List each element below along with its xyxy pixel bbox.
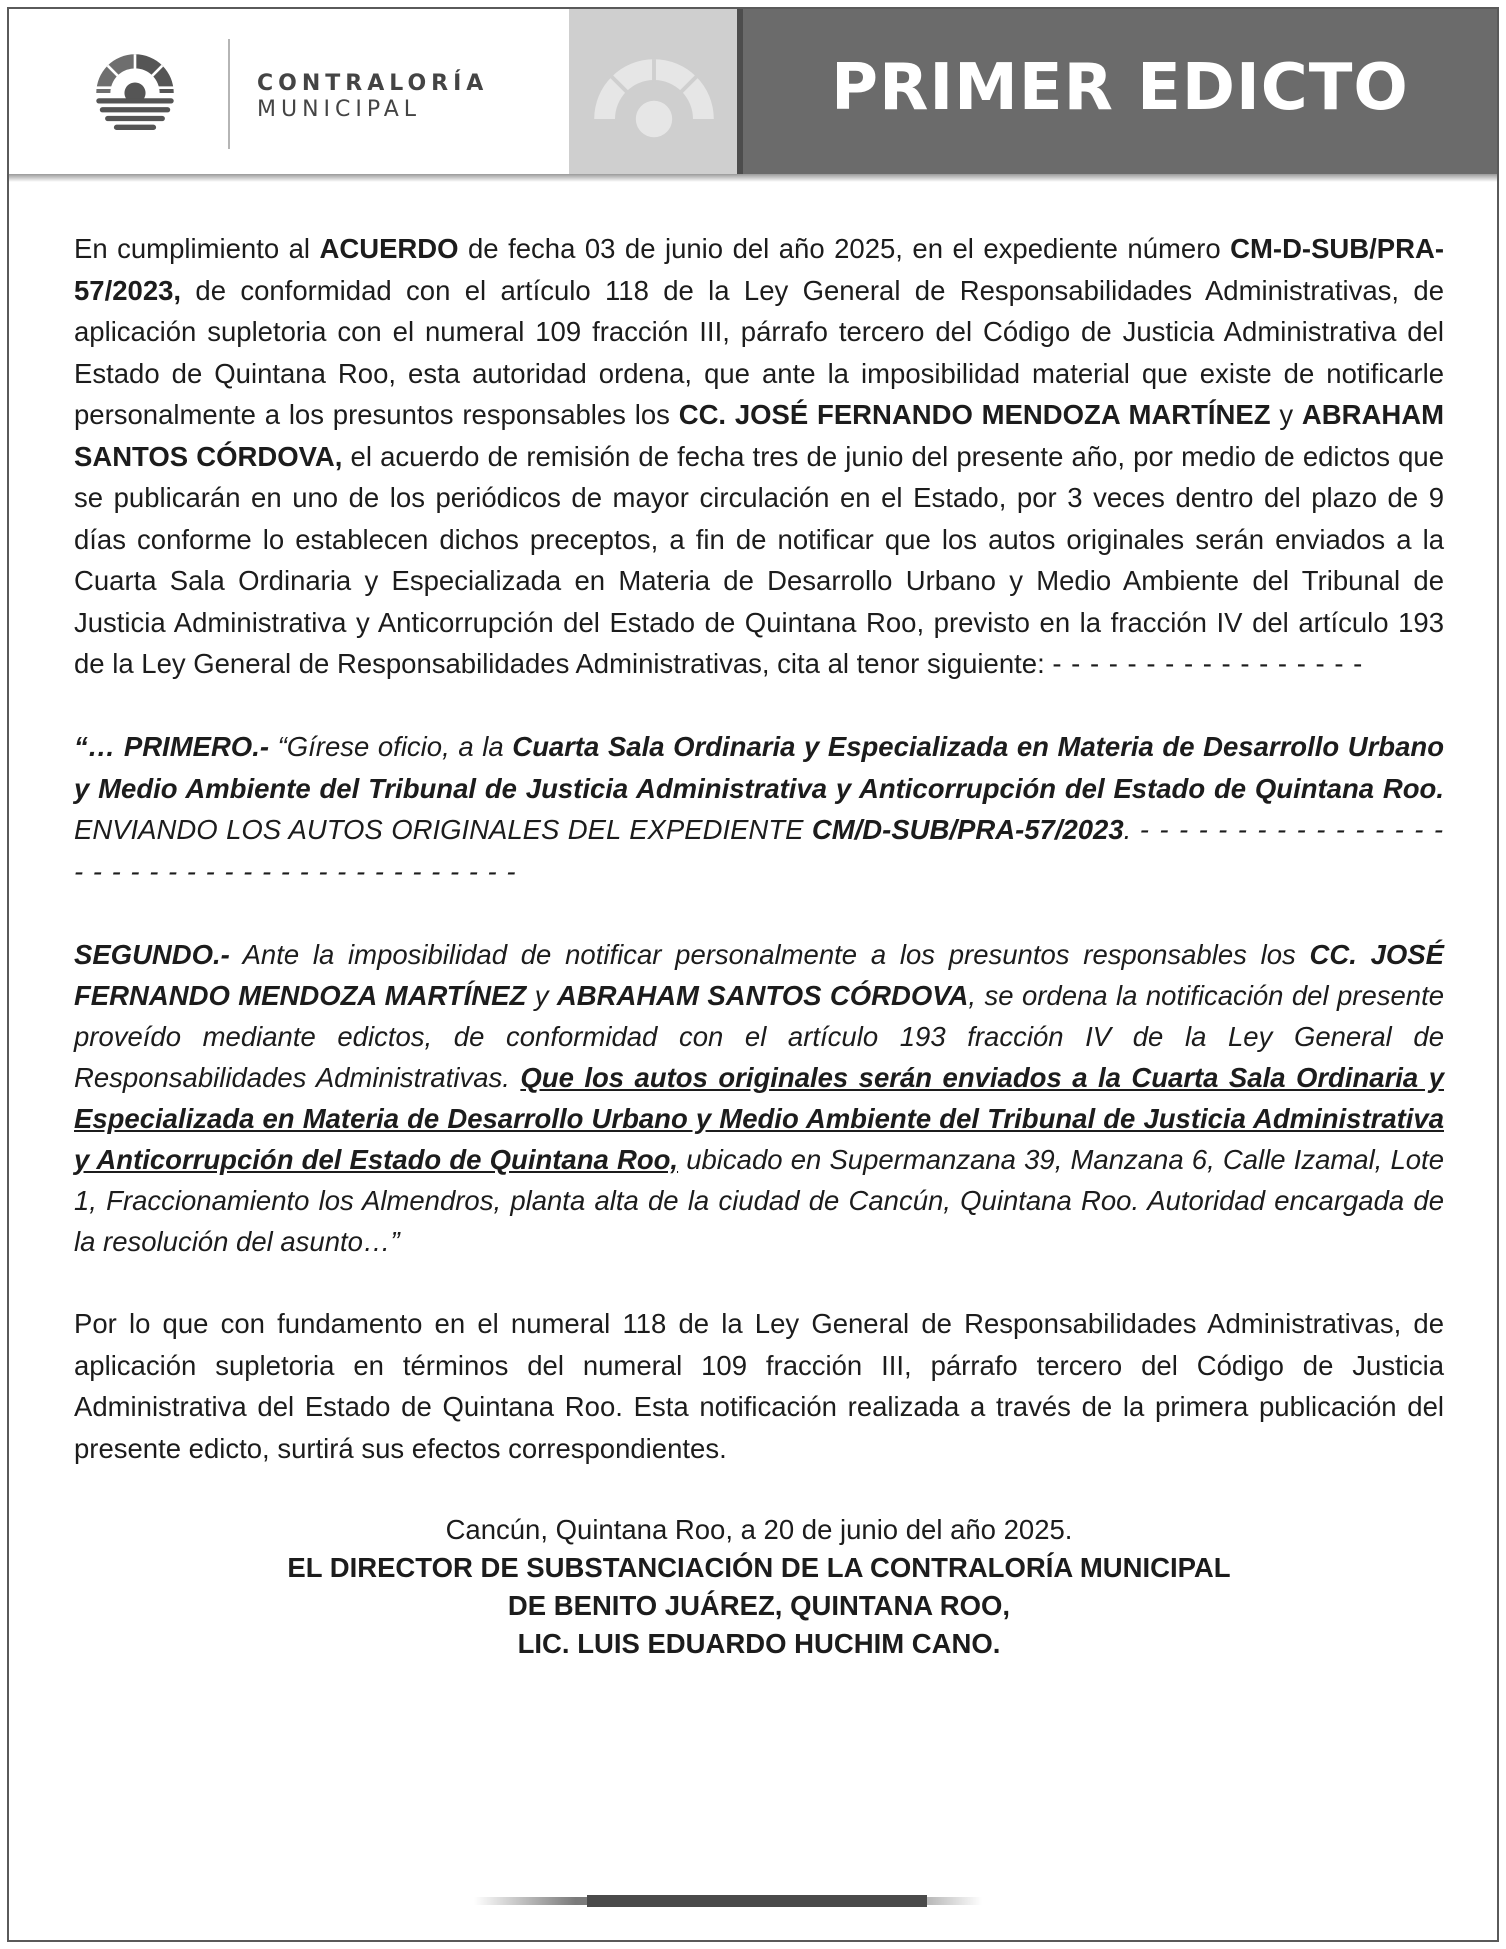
- paragraph-segundo: [74, 934, 1444, 1262]
- text-run: .: [1123, 814, 1140, 845]
- logo-area: [9, 9, 569, 174]
- person-name: ABRAHAM SANTOS CÓRDOVA,: [74, 399, 1444, 472]
- logo-text: [257, 71, 488, 123]
- text-run: el acuerdo de remisión de fecha tres de junio del presente año, por medio de edictos que se publicarán en uno de los periódicos de mayor circulación en el Estado, por 3 veces dentro del plazo de 9 días conforme lo establecen dichos preceptos, a fin de notificar que los autos originales serán enviados a la Cuarta Sala Ordinaria y Especializada en Materia de Desarrollo Urbano y Medio Ambiente del Tribunal de Justicia Administrativa y Anticorrupción del Estado de Quintana Roo, previsto en la fracción IV del artículo 193 de la Ley General de Responsabilidades Administrativas, cita al tenor siguiente:: [74, 440, 1444, 679]
- text-run: “Gírese oficio, a la: [269, 731, 513, 762]
- text-run: , se ordena la notificación del presente proveído mediante edictos, de conformidad con el artículo 193 fracción IV de la Ley General de Responsabilidades Administrativas.: [74, 979, 1445, 1093]
- stylized-sun-waves-icon: [91, 49, 179, 137]
- watermark-sun-icon: [589, 54, 719, 174]
- place-date: Cancún, Quintana Roo, a 20 de junio del año 2025.: [445, 1513, 1073, 1545]
- watermark-band: [569, 9, 737, 174]
- dash-filler: - - - - - - - - - - - - - - - - -: [1052, 648, 1364, 679]
- logo-line-municipal: MUNICIPAL: [257, 97, 422, 122]
- text-run: ENVIANDO LOS AUTOS ORIGINALES DEL EXPEDIENTE: [74, 814, 812, 845]
- paragraph-fundamento: Por lo que con fundamento en el numeral 118 de la Ley General de Responsabilidades Administrativas, de aplicación supletoria en términos del numeral 109 fracción III, párrafo tercero del Código de Justicia Administrativa del Estado de Quintana Roo. Esta notificación realizada a través de la primera publicación del presente edicto, surtirá sus efectos correspondientes.: [74, 1308, 1444, 1464]
- edict-frame: [7, 7, 1499, 1942]
- person-name: CC. JOSÉ FERNANDO MENDOZA MARTÍNEZ: [74, 938, 1444, 1011]
- text-run: de fecha 03 de junio del año 2025, en el expediente número: [458, 233, 1231, 264]
- page-title: PRIMER EDICTO: [831, 51, 1409, 125]
- paragraph-intro: [74, 228, 1444, 685]
- signature-line-2: DE BENITO JUÁREZ, QUINTANA ROO,: [507, 1589, 1011, 1621]
- paragraph-primero: [74, 726, 1444, 892]
- text-run: En cumplimiento al: [74, 233, 320, 264]
- person-name: CC. JOSÉ FERNANDO MENDOZA MARTÍNEZ: [678, 399, 1271, 430]
- signature-line-1: EL DIRECTOR DE SUBSTANCIACIÓN DE LA CONTRALORÍA MUNICIPAL: [287, 1551, 1231, 1583]
- clause-label: SEGUNDO.-: [74, 938, 230, 970]
- case-number: CM-D-SUB/PRA-57/2023,: [74, 233, 1445, 306]
- text-run-bold: ACUERDO: [319, 233, 459, 264]
- text-run: ubicado en Supermanzana 39, Manzana 6, Calle Izamal, Lote 1, Fraccionamiento los Almendros, planta alta de la ciudad de Cancún, Quintana Roo. Autoridad encargada de la resolución del asunto…”: [74, 1143, 1444, 1257]
- clause-label: “… PRIMERO.-: [74, 731, 269, 762]
- edict-body: [74, 228, 1444, 1663]
- text-run: y: [526, 979, 557, 1011]
- logo-line-contraloria: CONTRALORÍA: [257, 71, 489, 96]
- header: [9, 9, 1497, 174]
- underlined-court-statement: Que los autos originales serán enviados a la Cuarta Sala Ordinaria y Especializada en Materia de Desarrollo Urbano y Medio Ambiente del Tribunal de Justicia Administrativa y Anticorrupción del Estado de Quintana Roo,: [74, 1061, 1444, 1175]
- header-shadow: [9, 174, 1497, 182]
- court-name: Cuarta Sala Ordinaria y Especializada en Materia de Desarrollo Urbano y Medio Ambiente del Tribunal de Justicia Administrativa y Anticorrupción del Estado de Quintana Roo.: [74, 731, 1444, 804]
- text-run: de conformidad con el artículo 118 de la Ley General de Responsabilidades Administrativas, de aplicación supletoria con el numeral 109 fracción III, párrafo tercero del Código de Justicia Administrativa del Estado de Quintana Roo, esta autoridad ordena, que ante la imposibilidad material que existe de notificarle personalmente a los presuntos responsables los: [74, 274, 1444, 430]
- logo-divider: [228, 39, 230, 149]
- title-block: [737, 9, 1497, 174]
- signature-name: LIC. LUIS EDUARDO HUCHIM CANO.: [517, 1627, 1001, 1659]
- text-run: Ante la imposibilidad de notificar personalmente a los presuntos responsables los: [229, 938, 1310, 970]
- dash-filler: - - - - - - - - - - - - - - - - - - - - - - - - - - - - - - - - - - - - - - - -: [74, 814, 1444, 887]
- text-run: y: [1270, 399, 1302, 430]
- person-name: ABRAHAM SANTOS CÓRDOVA: [556, 979, 969, 1011]
- footer-bar: [587, 1895, 927, 1907]
- case-number: CM/D-SUB/PRA-57/2023: [811, 814, 1124, 845]
